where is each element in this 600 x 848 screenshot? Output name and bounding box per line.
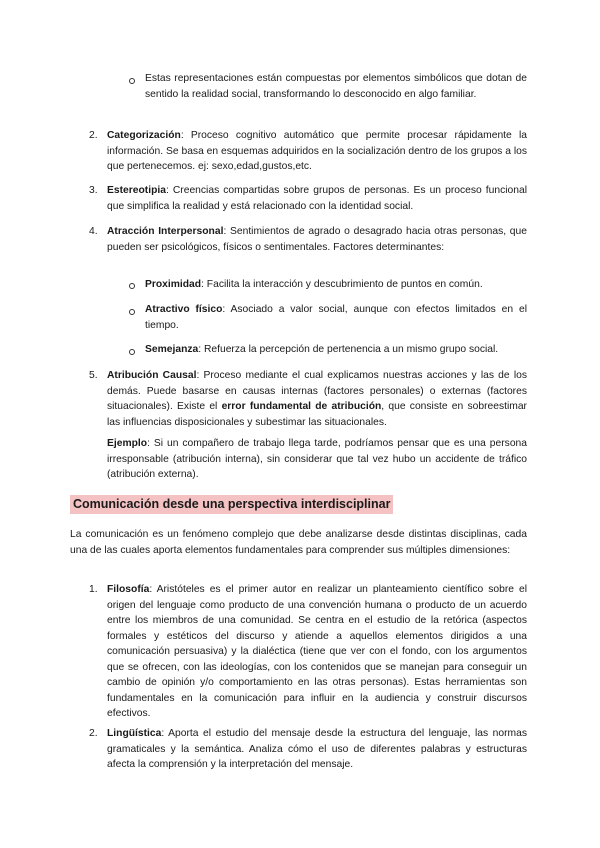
factor-proximidad: Proximidad: Facilita la interacción y descubrimiento de puntos en común. [145, 279, 483, 290]
term-label: Ejemplo [107, 438, 148, 449]
term-label: Proximidad [145, 279, 202, 290]
list-item-atribucion: Atribución Causal: Proceso mediante el cual explicamos nuestras acciones y las de los demás. Puede basarse en causas internas (factores personales) o externas (factores situacionales). Existe el error fundamental de atribución, que consiste en sobreestimar las influencias disposicionales y subestimar las situacionales. [107, 370, 527, 428]
section-heading: Comunicación desde una perspectiva interdisciplinar [70, 495, 393, 514]
list-number: 1. [89, 584, 98, 595]
intro-bullet-text: Estas representaciones están compuestas por elementos simbólicos que dotan de sentido la realidad social, transformando lo desconocido en algo familiar. [145, 73, 527, 100]
term-label: Atribución Causal [107, 370, 197, 381]
term-label: Atractivo físico [145, 304, 223, 315]
factor-semejanza: Semejanza: Refuerza la percepción de pertenencia a un mismo grupo social. [145, 344, 499, 355]
bullet-marker [129, 309, 135, 315]
term-label: Filosofía [107, 584, 150, 595]
bold-phrase: error fundamental de atribución [221, 401, 382, 412]
bullet-marker [129, 349, 135, 355]
list-number: 5. [89, 370, 98, 381]
list-item-atraccion: Atracción Interpersonal: Sentimientos de agrado o desagrado hacia otras personas, que pueden ser psicológicos, físicos o sentimentales. Factores determinantes: [107, 226, 527, 253]
term-label: Semejanza [145, 344, 199, 355]
bullet-marker [129, 78, 135, 84]
list-number: 2. [89, 130, 98, 141]
list-item-estereotipia: Estereotipia: Creencias compartidas sobre grupos de personas. Es un proceso funcional que simplifica la realidad y está relacionado con la identidad social. [107, 185, 527, 212]
list-number: 4. [89, 226, 98, 237]
term-label: Lingüística [107, 728, 162, 739]
list-item-categorizacion: Categorización: Proceso cognitivo automático que permite procesar rápidamente la información. Se basa en esquemas adquiridos en la socialización dentro de los grupos a los que pertenecemos. ej: sexo,edad,gustos,etc. [107, 130, 527, 172]
factor-atractivo: Atractivo físico: Asociado a valor social, aunque con efectos limitados en el tiempo. [145, 304, 527, 331]
term-label: Estereotipia [107, 185, 166, 196]
list-item-filosofia: Filosofía: Aristóteles es el primer autor en realizar un planteamiento científico sobre el origen del lenguaje como producto de una convención humana o producto de un acuerdo entre los miembros de una comunidad. Se centra en el estudio de la retórica (aspectos formales y estéticos del discurso y atiende a aquellos elementos dirigidos a una comunicación persuasiva) y la dialéctica (tiene que ver con el fondo, con los argumentos que se ofrecen, con las ideologías, con los contenidos que se manejan para conseguir un cambio de opinión y/o comportamiento en las otras personas). Estas herramientas son fundamentales en la comunicación para influir en la audiencia y construir discursos efectivos. [107, 584, 527, 719]
list-number: 2. [89, 728, 98, 739]
bullet-marker [129, 283, 135, 289]
list-item-linguistica: Lingüística: Aporta el estudio del mensaje desde la estructura del lenguaje, las normas gramaticales y la semántica. Analiza cómo el uso de diferentes palabras y estructuras afecta la comprensión y la interpretación del mensaje. [107, 728, 527, 770]
term-label: Categorización [107, 130, 181, 141]
list-number: 3. [89, 185, 98, 196]
example-paragraph: Ejemplo: Si un compañero de trabajo llega tarde, podríamos pensar que es una persona irresponsable (atribución interna), sin considerar que tal vez hubo un accidente de tráfico (atribución externa). [107, 438, 527, 480]
section-intro: La comunicación es un fenómeno complejo que debe analizarse desde distintas disciplinas, cada una de las cuales aporta elementos fundamentales para comprender sus múltiples dimensiones: [70, 529, 527, 556]
term-label: Atracción Interpersonal [107, 226, 224, 237]
